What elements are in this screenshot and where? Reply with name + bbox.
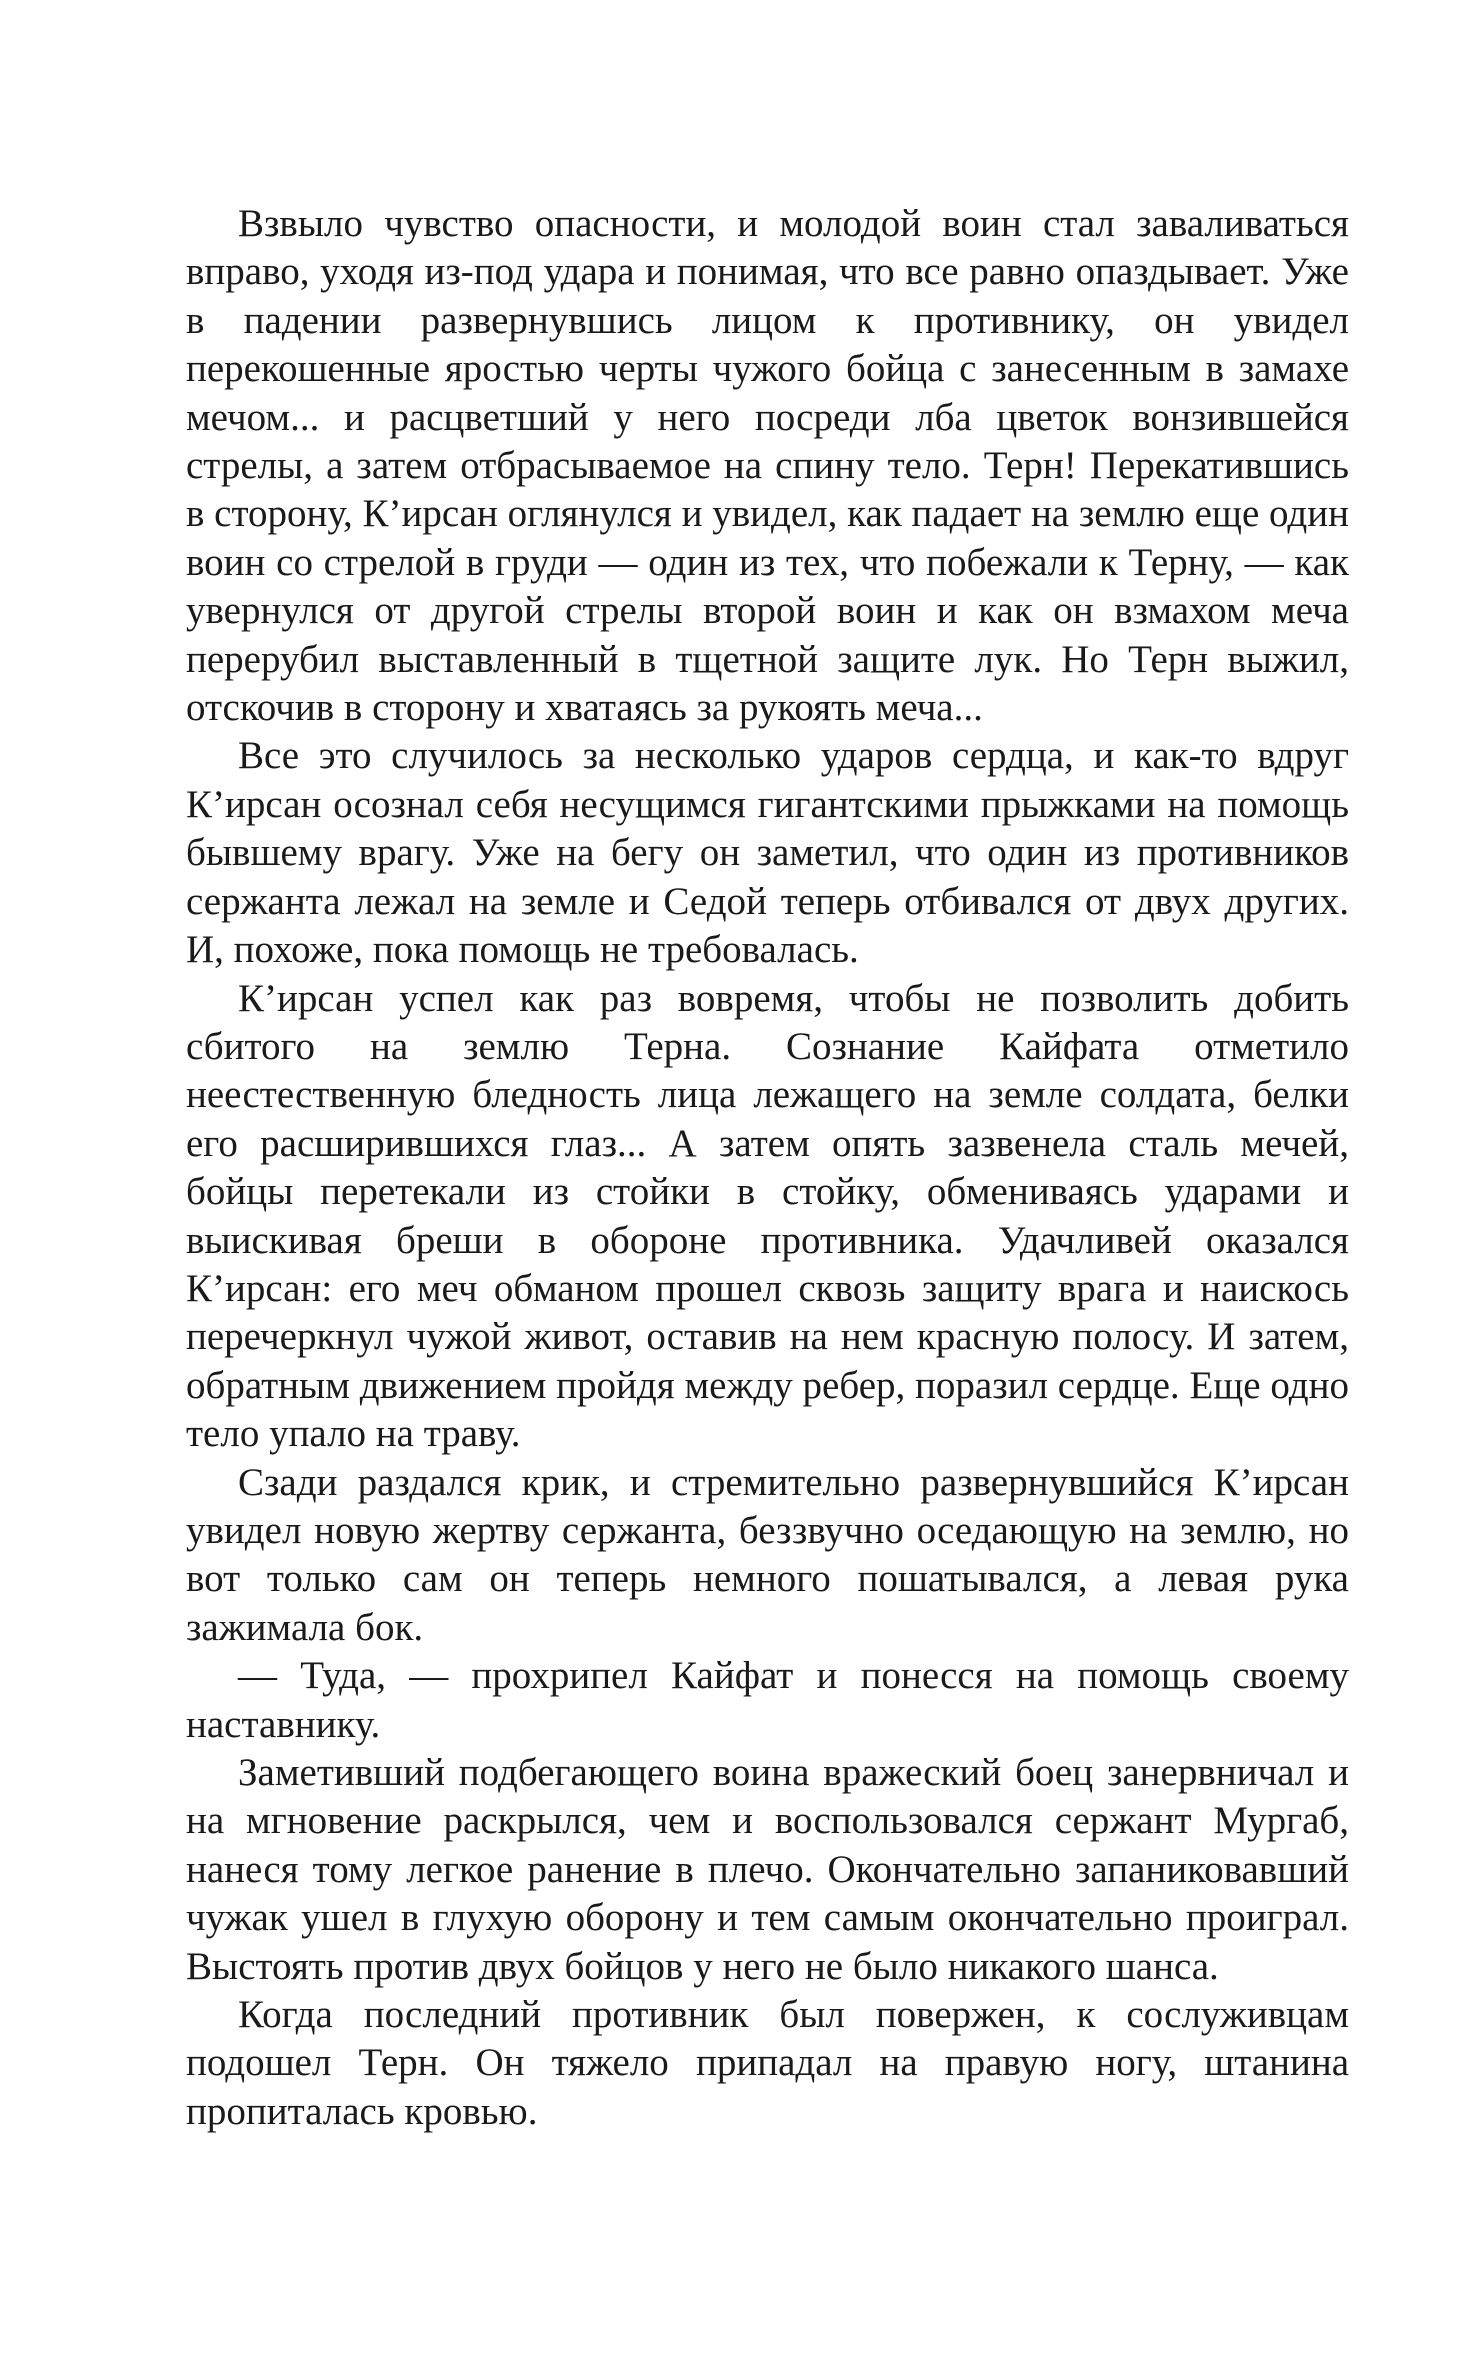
paragraph: К’ирсан успел как раз вовремя, чтобы не позволить добить сбитого на землю Терна. Сознание Кайфата отметило неестественную бледность лица лежащего на земле солдата, белки его расширившихся глаз... А затем опять зазвенела сталь мечей, бойцы перетекали из стойки в стойку, обмениваясь ударами и выискивая бреши в обороне противника. Удачливей оказался К’ирсан: его меч обманом прошел сквозь защиту врага и наискось перечеркнул чужой живот, оставив на нем красную полосу. И затем, обратным движением пройдя между ребер, поразил сердце. Еще одно тело упало на траву.	[186, 976, 1349, 1456]
paragraph: Взвыло чувство опасности, и молодой воин стал заваливаться вправо, уходя из-под удара и понимая, что все равно опаздывает. Уже в падении развернувшись лицом к противнику, он увидел перекошенные яростью черты чужого бойца с занесенным в замахе мечом... и расцветший у него посреди лба цветок вонзившейся стрелы, а затем отбрасываемое на спину тело. Терн! Перекатившись в сторону, К’ирсан оглянулся и увидел, как падает на землю еще один воин со стрелой в груди — один из тех, что побежали к Терну, — как увернулся от другой стрелы второй воин и как он взмахом меча перерубил выставленный в тщетной защите лук. Но Терн выжил, отскочив в сторону и хватаясь за рукоять меча...	[186, 202, 1349, 730]
paragraph: Все это случилось за несколько ударов сердца, и как-то вдруг К’ирсан осознал себя несущимся гигантскими прыжками на помощь бывшему врагу. Уже на бегу он заметил, что один из противников сержанта лежал на земле и Седой теперь отбивался от двух других. И, похоже, пока помощь не требовалась.	[186, 734, 1349, 972]
book-page	[186, 200, 1349, 2136]
paragraph: Когда последний противник был повержен, к сослуживцам подошел Терн. Он тяжело припадал на правую ногу, штанина пропиталась кровью.	[186, 1993, 1349, 2133]
paragraph: Сзади раздался крик, и стремительно развернувшийся К’ирсан увидел новую жертву сержанта, беззвучно оседающую на землю, но вот только сам он теперь немного пошатывался, а левая рука зажимала бок.	[186, 1460, 1349, 1649]
dialogue-paragraph: — Туда, — прохрипел Кайфат и понесся на помощь своему наставнику.	[186, 1654, 1349, 1746]
paragraph: Заметивший подбегающего воина вражеский боец занервничал и на мгновение раскрылся, чем и воспользовался сержант Мургаб, нанеся тому легкое ранение в плечо. Окончательно запаниковавший чужак ушел в глухую оборону и тем самым окончательно проиграл. Выстоять против двух бойцов у него не было никакого шанса.	[186, 1751, 1349, 1988]
